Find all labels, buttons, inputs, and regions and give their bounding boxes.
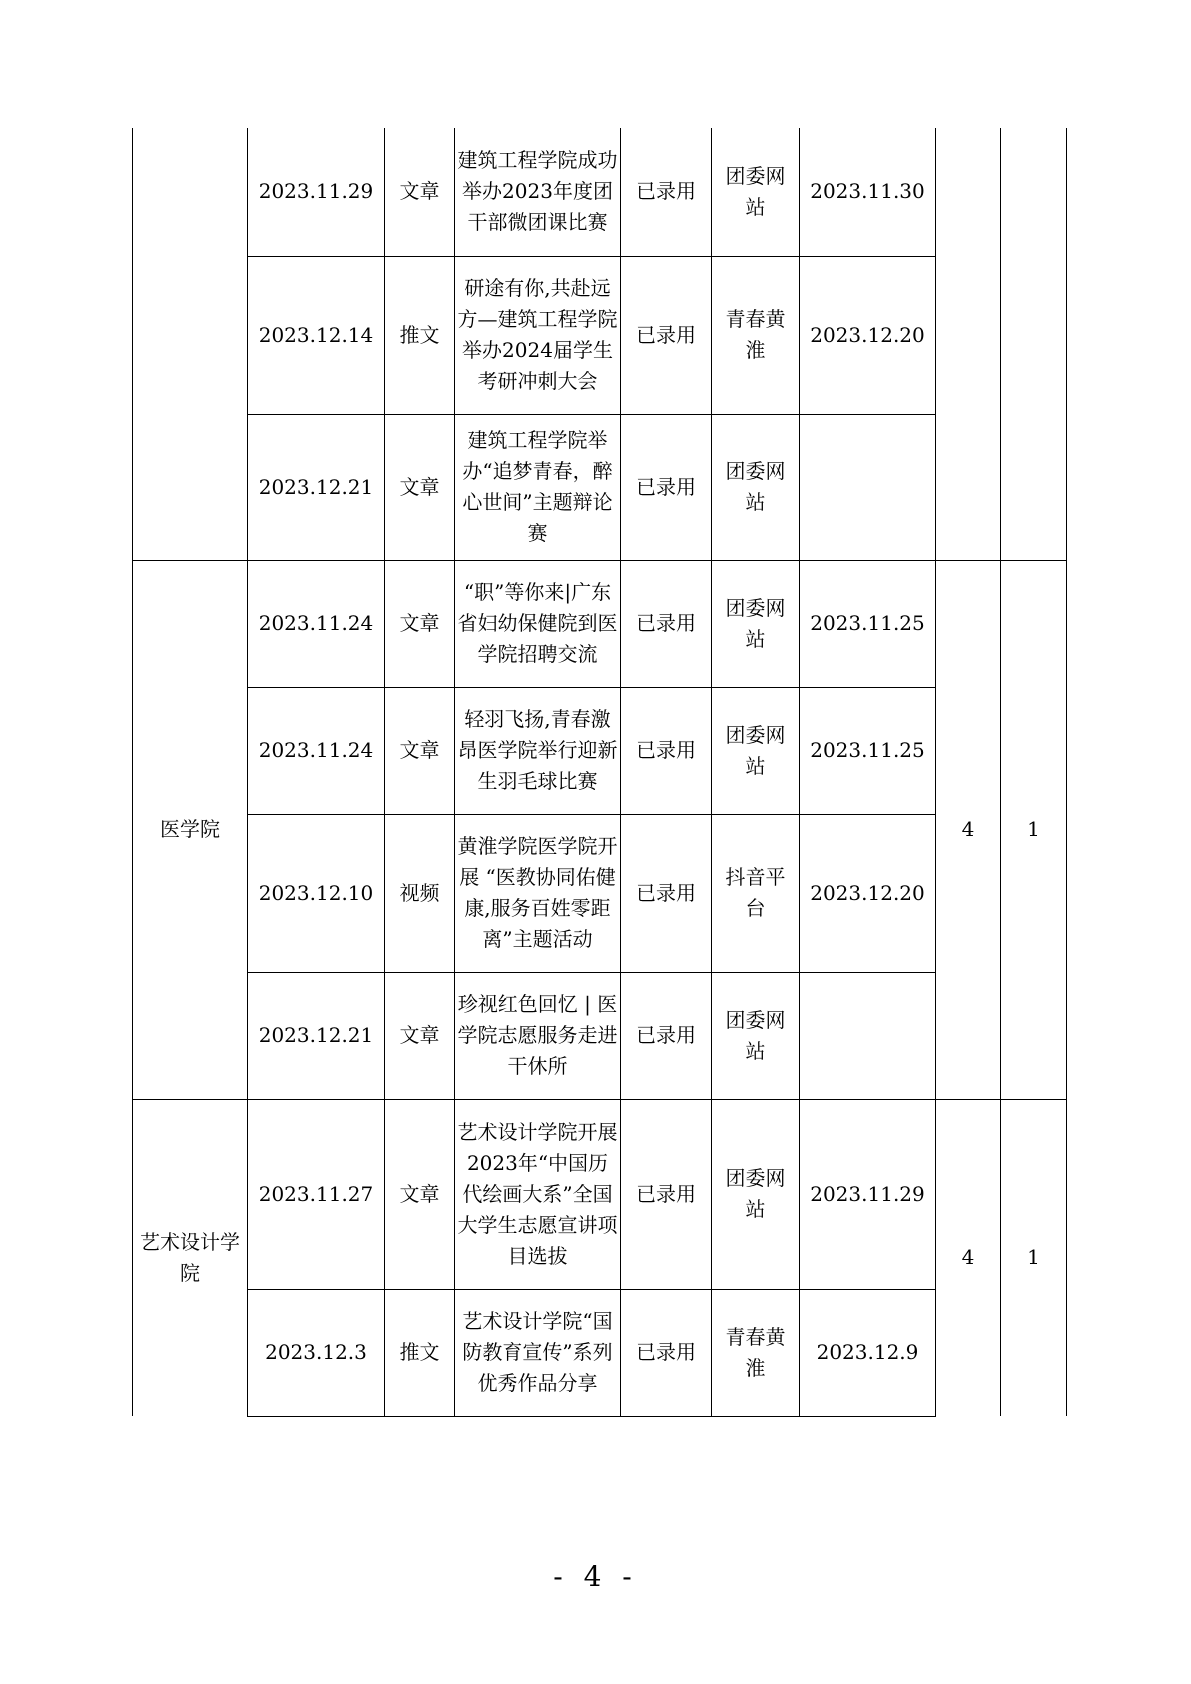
status: 已录用 [621,687,712,814]
count-a-cell: 4 [936,1099,1001,1416]
publish-date: 2023.11.29 [800,1099,936,1289]
college-cell: 艺术设计学院 [133,1099,248,1416]
platform: 团委网站 [712,972,800,1099]
publish-date [800,414,936,560]
platform: 团委网站 [712,1099,800,1289]
article-title: “职”等你来|广东省妇幼保健院到医学院招聘交流 [455,560,621,687]
content-type: 文章 [385,128,455,256]
count-a-cell: 4 [936,560,1001,1099]
submit-date: 2023.11.24 [248,560,385,687]
publish-date: 2023.11.25 [800,560,936,687]
content-type: 推文 [385,1289,455,1416]
submit-date: 2023.11.29 [248,128,385,256]
submission-table [132,128,1067,1417]
status: 已录用 [621,1099,712,1289]
submit-date: 2023.12.21 [248,414,385,560]
publish-date: 2023.11.30 [800,128,936,256]
status: 已录用 [621,560,712,687]
table-row [133,560,1067,687]
submit-date: 2023.11.27 [248,1099,385,1289]
submit-date: 2023.12.21 [248,972,385,1099]
platform: 团委网站 [712,128,800,256]
article-title: 艺术设计学院开展2023年“中国历代绘画大系”全国大学生志愿宣讲项目选拔 [455,1099,621,1289]
table-row [133,128,1067,256]
publish-date: 2023.12.9 [800,1289,936,1416]
college-cell [133,128,248,560]
status: 已录用 [621,972,712,1099]
count-b-cell: 1 [1001,560,1067,1099]
table-row [133,687,1067,814]
status: 已录用 [621,128,712,256]
status: 已录用 [621,814,712,972]
status: 已录用 [621,414,712,560]
article-title: 建筑工程学院举办“追梦青春，醉心世间”主题辩论赛 [455,414,621,560]
platform: 团委网站 [712,687,800,814]
article-title: 珍视红色回忆 | 医学院志愿服务走进干休所 [455,972,621,1099]
platform: 团委网站 [712,560,800,687]
table-row [133,1289,1067,1416]
publish-date: 2023.12.20 [800,814,936,972]
content-type: 文章 [385,687,455,814]
submit-date: 2023.12.10 [248,814,385,972]
table-row [133,972,1067,1099]
publish-date: 2023.11.25 [800,687,936,814]
article-title: 黄淮学院医学院开展 “医教协同佑健康,服务百姓零距离”主题活动 [455,814,621,972]
submit-date: 2023.12.3 [248,1289,385,1416]
article-title: 艺术设计学院“国防教育宣传”系列优秀作品分享 [455,1289,621,1416]
platform: 抖音平台 [712,814,800,972]
table-row [133,256,1067,414]
content-type: 文章 [385,1099,455,1289]
count-b-cell [1001,128,1067,560]
publish-date: 2023.12.20 [800,256,936,414]
article-title: 建筑工程学院成功举办2023年度团干部微团课比赛 [455,128,621,256]
platform: 青春黄淮 [712,256,800,414]
platform: 青春黄淮 [712,1289,800,1416]
content-type: 文章 [385,414,455,560]
submit-date: 2023.12.14 [248,256,385,414]
content-type: 文章 [385,972,455,1099]
article-title: 研途有你,共赴远方—建筑工程学院举办2024届学生考研冲刺大会 [455,256,621,414]
article-title: 轻羽飞扬,青春激昂医学院举行迎新生羽毛球比赛 [455,687,621,814]
status: 已录用 [621,1289,712,1416]
submit-date: 2023.11.24 [248,687,385,814]
table-row [133,1099,1067,1289]
table-row [133,414,1067,560]
page-number: - 4 - [553,1560,638,1593]
status: 已录用 [621,256,712,414]
count-a-cell [936,128,1001,560]
college-cell: 医学院 [133,560,248,1099]
content-type: 视频 [385,814,455,972]
table-row [133,814,1067,972]
content-type: 文章 [385,560,455,687]
publish-date [800,972,936,1099]
count-b-cell: 1 [1001,1099,1067,1416]
content-type: 推文 [385,256,455,414]
platform: 团委网站 [712,414,800,560]
